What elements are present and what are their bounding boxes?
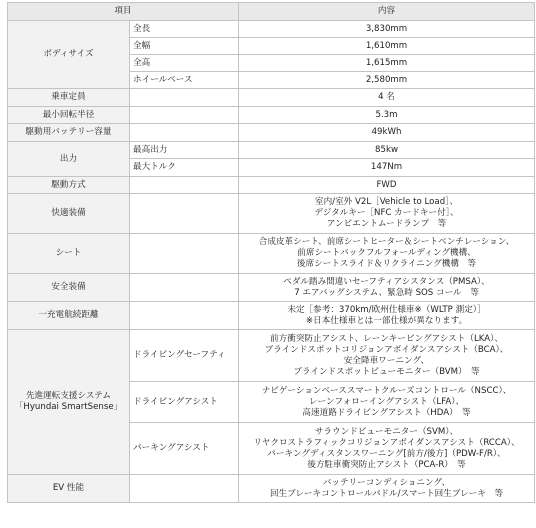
battery-sub-empty [130,124,239,142]
driving-safety-line: 前方衝突防止アシスト、レーンキーピングアシスト（LKA）、 [270,333,503,344]
output-label: 出力 [8,142,130,177]
smartsense-label-line1: 先進運転支援システム [25,391,112,401]
table-row [8,142,535,159]
wheelbase-label: ホイールベース [130,72,239,89]
seat-line: 後席シートスライド＆リクライニング機構 等 [296,259,477,269]
drive-sub-empty [130,177,239,194]
turning-radius-value: 5.3m [239,107,535,124]
table-row [8,89,535,107]
battery-value: 49kWh [239,124,535,142]
safety-line: 7 エアバッグシステム、緊急時 SOS コール 等 [294,287,479,298]
seat-line: 前席シートバックフルフォールディング機構、 [297,248,476,258]
smartsense-label [8,330,130,475]
wheelbase-value: 2,580mm [239,72,535,89]
smartsense-label-line2: 「Hyundai SmartSense」 [14,402,123,412]
capacity-label: 乗車定員 [8,89,130,107]
comfort-value [239,194,535,234]
safety-sub-empty [130,274,239,302]
parking-assist-line: 後方駐車衝突防止アシスト（PCA-R） 等 [307,459,466,470]
range-line: ※日本仕様車とは一部仕様が異なります。 [305,315,468,326]
capacity-value: 4 名 [239,89,535,107]
ev-label: EV 性能 [8,475,130,503]
driving-assist-line: レーンフォローイングアシスト（LFA）、 [308,396,465,407]
header-item: 項目 [8,3,239,21]
drive-label: 駆動方式 [8,177,130,194]
max-torque-value: 147Nm [239,159,535,177]
driving-safety-line: ブラインドスポットコリジョンアボイダンスアシスト（BCA）、 [264,344,509,355]
range-value [239,302,535,330]
comfort-line: アンビエントムードランプ 等 [326,219,447,229]
parking-assist-line: サラウンドビューモニター（SVM）、 [314,426,459,437]
ev-value [239,475,535,503]
driving-safety-value [239,330,535,382]
parking-assist-label: パーキングアシスト [130,423,239,475]
ev-line: 回生ブレーキコントロールパドル/スマート回生ブレーキ 等 [269,488,504,499]
drive-value: FWD [239,177,535,194]
comfort-line: 室内/室外 V2L［Vehicle to Load］、 [314,197,459,207]
safety-value [239,274,535,302]
driving-safety-line: 安全降車ワーニング、 [343,355,430,366]
driving-safety-line: ブラインドスポットビューモニター（BVM） 等 [293,366,480,377]
safety-line: ペダル踏み間違いセーフティアシスタンス（PMSA）、 [283,276,490,287]
parking-assist-line: パーキングディスタンスワーニング[前方/後方]（PDW-F/R）、 [267,448,506,459]
parking-assist-value [239,423,535,475]
seat-sub-empty [130,234,239,274]
seat-label: シート [8,234,130,274]
table-row [8,194,535,234]
driving-assist-line: 高速道路ドライビングアシスト（HDA） 等 [302,407,471,418]
driving-assist-label: ドライビングアシスト [130,382,239,423]
max-power-label: 最高出力 [130,142,239,159]
turning-radius-sub-empty [130,107,239,124]
driving-assist-value [239,382,535,423]
table-row [8,177,535,194]
comfort-line: デジタルキー［NFC カードキー付］、 [314,208,459,218]
table-row [8,107,535,124]
seat-line: 合成皮革シート、前席シートヒーター＆シートベンチレーション、 [258,237,515,247]
body-length-value: 3,830mm [239,21,535,38]
range-sub-empty [130,302,239,330]
table-row [8,124,535,142]
body-height-value: 1,615mm [239,55,535,72]
turning-radius-label: 最小回転半径 [8,107,130,124]
spec-table [7,2,535,503]
seat-value [239,234,535,274]
table-row [8,330,535,382]
range-line: 未定［参考：370km/欧州仕様車※（WLTP 測定）］ [287,304,486,315]
body-height-label: 全高 [130,55,239,72]
body-length-label: 全長 [130,21,239,38]
parking-assist-line: リヤクロストラフィックコリジョンアボイダンスアシスト（RCCA）、 [253,437,520,448]
body-width-label: 全幅 [130,38,239,55]
table-row [8,234,535,274]
capacity-sub-empty [130,89,239,107]
battery-label: 駆動用バッテリー容量 [8,124,130,142]
body-size-label: ボディサイズ [8,21,130,89]
table-row [8,302,535,330]
ev-line: バッテリーコンディショニング、 [322,477,451,488]
ev-sub-empty [130,475,239,503]
driving-safety-label: ドライビングセーフティ [130,330,239,382]
comfort-label: 快適装備 [8,194,130,234]
table-row [8,475,535,503]
body-width-value: 1,610mm [239,38,535,55]
max-torque-label: 最大トルク [130,159,239,177]
table-header-row [8,3,535,21]
table-row [8,274,535,302]
comfort-sub-empty [130,194,239,234]
max-power-value: 85kw [239,142,535,159]
driving-assist-line: ナビゲーションベーススマートクルーズコントロール（NSCC）、 [261,385,512,396]
header-content: 内容 [239,3,535,21]
safety-label: 安全装備 [8,274,130,302]
table-row [8,21,535,38]
range-label: 一充電航続距離 [8,302,130,330]
